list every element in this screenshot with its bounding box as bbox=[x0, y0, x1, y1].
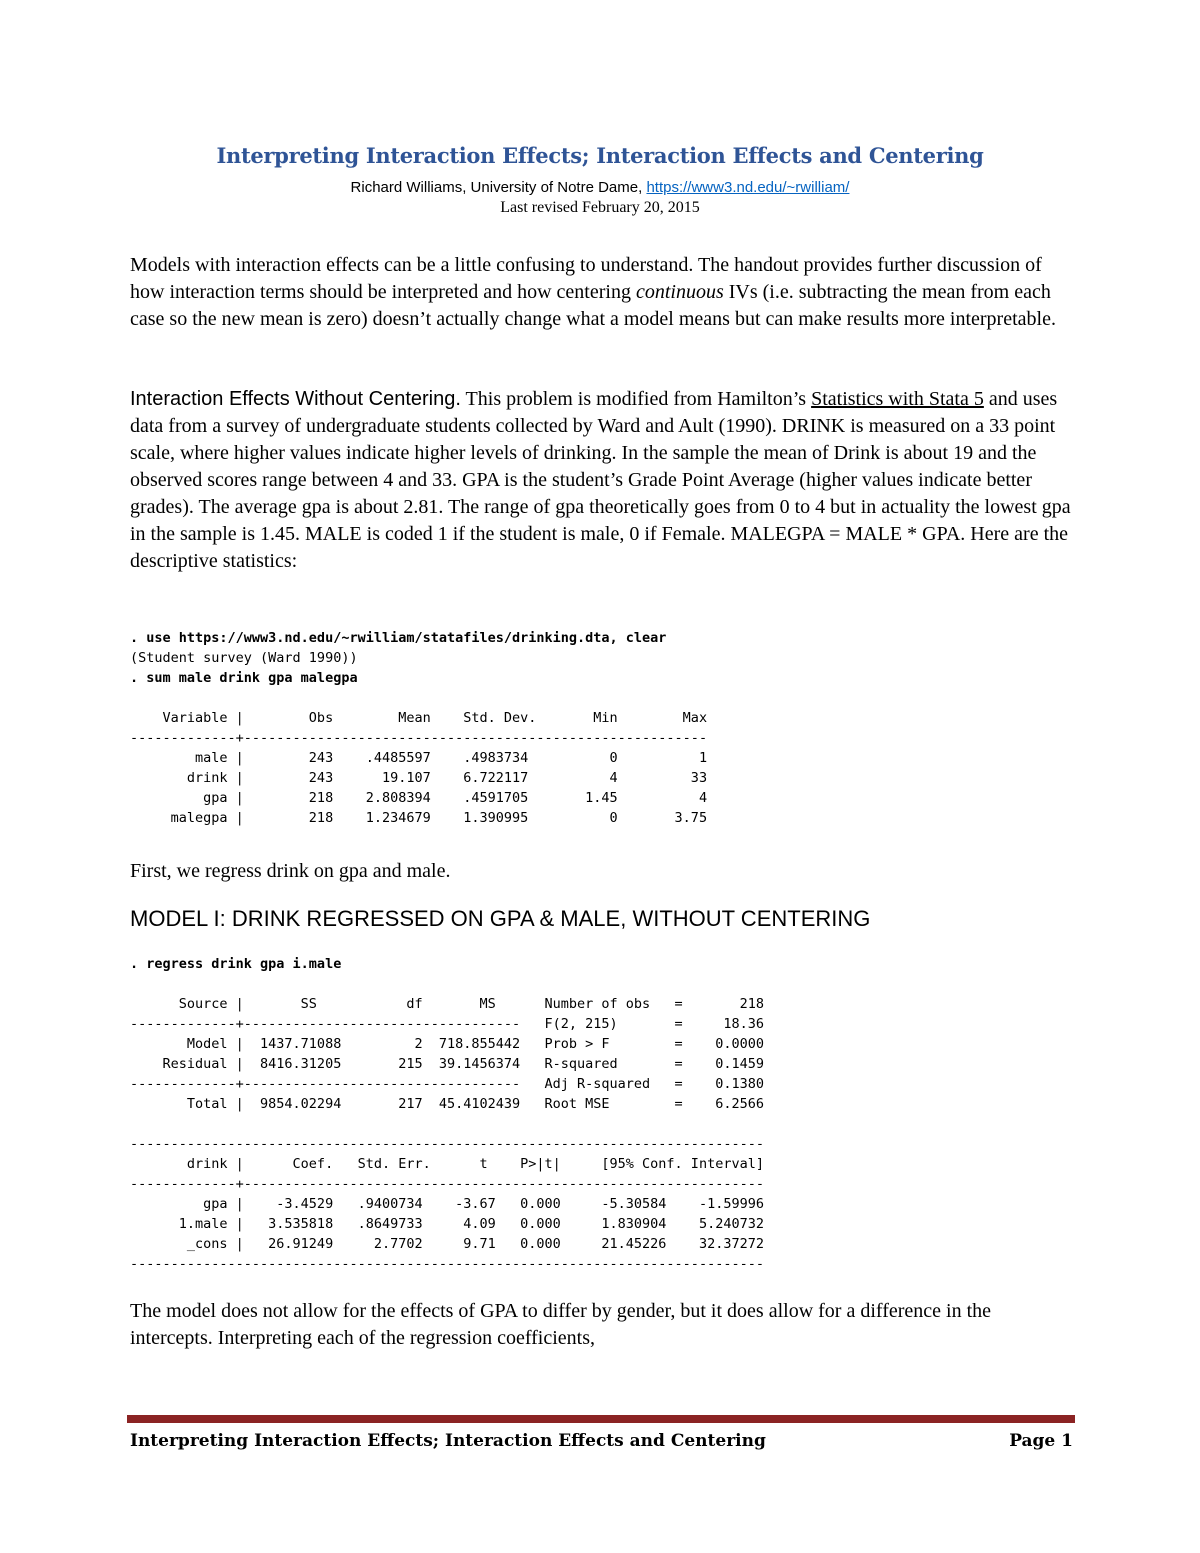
author-line bbox=[130, 179, 1070, 196]
stata-output-regression bbox=[130, 954, 764, 1274]
stata-command-regress: . regress drink gpa i.male bbox=[130, 956, 342, 972]
stata-output-summary bbox=[130, 628, 707, 828]
page-number: Page 1 bbox=[1009, 1431, 1073, 1451]
footer-divider bbox=[127, 1415, 1075, 1423]
author-text: Richard Williams, University of Notre Dame, bbox=[350, 179, 647, 196]
section-paragraph bbox=[130, 386, 1075, 575]
intro-text-a: Models with interaction effects can be a little confusing to understand. The handout provides further discussion of how interaction terms should be interpreted and how centering bbox=[130, 254, 1042, 303]
section-text-b: and uses data from a survey of undergraduate students collected by Ward and Ault (1990). DRINK is measured on a 33 point scale, where higher values indicate higher levels of drinking. In the sample the mean of Drink is about 19 and the observed scores range between 4 and 33. GPA is the student’s Grade Point Average (higher values indicate better grades). The average gpa is about 2.81. The range of gpa theoretically goes from 0 to 4 but in actuality the lowest gpa in the sample is 1.45. MALE is coded 1 if the student is male, 0 if Female. MALEGPA = MALE * GPA. Here are the descriptive statistics: bbox=[130, 388, 1071, 572]
section-text-a: This problem is modified from Hamilton’s bbox=[460, 388, 812, 410]
stata-output-label: (Student survey (Ward 1990)) bbox=[130, 650, 358, 666]
stata-command-use: . use https://www3.nd.edu/~rwilliam/statafiles/drinking.dta, clear bbox=[130, 630, 667, 646]
book-title: Statistics with Stata 5 bbox=[811, 388, 984, 410]
closing-paragraph: The model does not allow for the effects of GPA to differ by gender, but it does allow for a difference in the intercepts. Interpreting each of the regression coefficients, bbox=[130, 1300, 992, 1349]
first-regression-text: First, we regress drink on gpa and male. bbox=[130, 860, 451, 882]
intro-paragraph bbox=[130, 252, 1075, 333]
author-link[interactable]: https://www3.nd.edu/~rwilliam/ bbox=[646, 179, 850, 196]
footer-title: Interpreting Interaction Effects; Interaction Effects and Centering bbox=[130, 1431, 766, 1451]
stata-command-sum: . sum male drink gpa malegpa bbox=[130, 670, 358, 686]
intro-italic: continuous bbox=[635, 281, 724, 303]
revision-date: Last revised February 20, 2015 bbox=[500, 199, 700, 216]
summary-table: Variable | Obs Mean Std. Dev. Min Max -------------+--------------------------------------------------------- male | 243 .4485597 .4983734 0 1 drink | 243 19.107 6.722117 4 33 gpa | 218 2.808394 .4591705 1.45 4 malegpa | 218 1.234679 1.390995 0 3.75 bbox=[130, 710, 708, 826]
coefficient-table: ------------------------------------------------------------------------------ drink | Coef. Std. Err. t P>|t| [95% Conf. Interval] -------------+---------------------------------------------------------------- gpa | -3.4529 .9400734 -3.67 0.000 -5.30584 -1.59996 1.male | 3.535818 .8649733 4.09 0.000 1.830904 5.240732 _cons | 26.91249 2.7702 9.71 0.000 21.45226 32.37272 ------------------------------------------------------------------------------ bbox=[130, 1136, 764, 1272]
anova-table: Source | SS df MS Number of obs = 218 -------------+---------------------------------- F(2, 215) = 18.36 Model | 1437.71088 2 718.855442 Prob > F = 0.0000 Residual | 8416.31205 215 39.1456374 R-squared = 0.1459 -------------+---------------------------------- Adj R-squared = 0.1380 Total | 9854.02294 217 45.4102439 Root MSE = 6.2566 bbox=[130, 996, 764, 1112]
model1-heading: MODEL I: DRINK REGRESSED ON GPA & MALE, WITHOUT CENTERING bbox=[130, 906, 871, 931]
section-runin-heading: Interaction Effects Without Centering. bbox=[130, 388, 461, 410]
intro-text-b: IVs (i.e. subtracting the mean from each case so the new mean is zero) doesn’t actually change what a model means but can make results more interpretable. bbox=[130, 281, 1056, 330]
document-title: Interpreting Interaction Effects; Interaction Effects and Centering bbox=[216, 143, 984, 168]
